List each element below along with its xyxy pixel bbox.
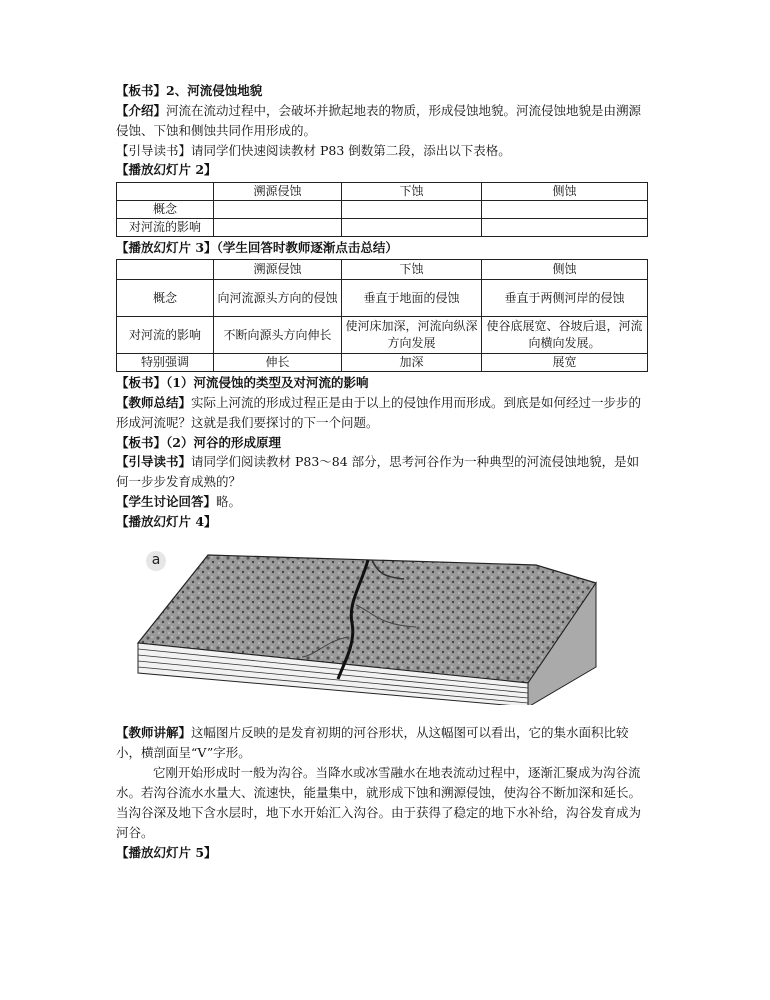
reading-guide-2 [116, 452, 646, 492]
document-body [116, 81, 646, 863]
table-cell: 溯源侵蚀 [214, 182, 342, 200]
paragraph-text: 河流在流动过程中，会破坏并掀起地表的物质，形成侵蚀地貌。河流侵蚀地貌是由溯源侵蚀、下蚀和侧蚀共同作用形成的。 [116, 102, 642, 138]
table-cell: 侧蚀 [482, 260, 648, 280]
tag: 【板书】 [116, 83, 167, 98]
paragraph-text: 这幅图片反映的是发育初期的河谷形状，从这幅图可以看出，它的集水面积比较小，横剖面呈“V”字形。 [116, 725, 629, 760]
table-row [117, 218, 648, 236]
intro-paragraph [116, 101, 646, 141]
valley-formation-paragraph [116, 763, 646, 843]
board-heading-2 [116, 433, 646, 453]
table-row [117, 280, 648, 317]
table-cell: 对河流的影响 [117, 218, 214, 236]
table-cell: 下蚀 [342, 182, 482, 200]
table-cell: 垂直于地面的侵蚀 [342, 280, 482, 317]
table-cell: 垂直于两侧河岸的侵蚀 [482, 280, 648, 317]
tag: 【播放幻灯片 4】 [116, 513, 217, 529]
slide-2-heading [116, 160, 646, 180]
table-cell [214, 200, 342, 218]
figure-label: a [146, 551, 166, 571]
tag: 【引导读书】 [116, 454, 192, 469]
terrain-illustration [116, 545, 646, 705]
erosion-table-blank [116, 182, 648, 237]
table-header-row [117, 260, 648, 280]
valley-block-diagram [116, 545, 646, 705]
teacher-summary-paragraph [116, 393, 646, 433]
tag: 【教师总结】 [116, 394, 192, 410]
table-cell: 不断向源头方向伸长 [214, 317, 342, 354]
board-heading-1 [116, 373, 646, 393]
slide-4-heading [116, 512, 646, 532]
table-cell [342, 200, 482, 218]
heading-text: 【板书】（2）河谷的形成原理 [116, 434, 281, 450]
teacher-explanation-paragraph [116, 723, 646, 763]
table-cell: 使河床加深，河流向纵深方向发展 [342, 317, 482, 354]
board-heading-erosion [116, 81, 646, 101]
tag: 【介绍】 [116, 102, 167, 118]
table-cell: 溯源侵蚀 [214, 260, 342, 280]
table-header-row [117, 182, 648, 200]
table-cell: 展宽 [482, 354, 648, 372]
heading-text: 2、河流侵蚀地貌 [166, 83, 263, 98]
table-row [117, 200, 648, 218]
tag: 【学生讨论回答】 [116, 494, 217, 509]
tag: 【播放幻灯片 5】 [116, 845, 217, 860]
table-cell: 概念 [117, 280, 214, 317]
table-cell [342, 218, 482, 236]
paragraph-text: 【引导读书】请同学们快速阅读教材 P83 倒数第二段，添出以下表格。 [116, 142, 511, 158]
tag: 【播放幻灯片 3】 [116, 239, 217, 255]
table-cell [214, 218, 342, 236]
paragraph-text: 略。 [216, 494, 242, 509]
table-cell [482, 218, 648, 236]
table-cell: 特别强调 [117, 354, 214, 372]
table-cell: 侧蚀 [482, 182, 648, 200]
table-cell: 加深 [342, 354, 482, 372]
table-cell [117, 182, 214, 200]
slide-3-heading [116, 238, 646, 258]
table-cell [117, 260, 214, 280]
heading-text: （学生回答时教师逐渐点击总结） [216, 239, 398, 255]
paragraph-text: 它刚开始形成时一般为沟谷。当降水或冰雪融水在地表流动过程中，逐渐汇聚成为沟谷流水。若沟谷流水水量大、流速快，能量集中，就形成下蚀和溯源侵蚀，使沟谷不断加深和延长。当沟谷深及地下含水层时，地下水开始汇入沟谷。由于获得了稳定的地下水补给，沟谷发育成为河谷。 [116, 765, 642, 840]
tag: 【播放幻灯片 2】 [116, 162, 217, 177]
table-cell: 概念 [117, 200, 214, 218]
table-cell: 使谷底展宽、谷坡后退，河流向横向发展。 [482, 317, 648, 354]
slide-5-heading [116, 843, 646, 863]
tag: 【教师讲解】 [116, 725, 192, 740]
table-row [117, 317, 648, 354]
table-cell: 向河流源头方向的侵蚀 [214, 280, 342, 317]
paragraph-text: 请同学们阅读教材 P83～84 部分，思考河谷作为一种典型的河流侵蚀地貌，是如何一步步发育成熟的？ [116, 454, 640, 489]
table-cell: 对河流的影响 [117, 317, 214, 354]
erosion-table-filled [116, 259, 648, 372]
table-cell: 伸长 [214, 354, 342, 372]
paragraph-text: 实际上河流的形成过程正是由于以上的侵蚀作用而形成。到底是如何经过一步步的形成河流呢？这就是我们要探讨的下一个问题。 [116, 394, 642, 430]
table-cell [482, 200, 648, 218]
table-cell: 下蚀 [342, 260, 482, 280]
reading-guide-1 [116, 141, 646, 161]
table-row [117, 354, 648, 372]
heading-text: 【板书】（1）河流侵蚀的类型及对河流的影响 [116, 375, 369, 390]
student-discussion [116, 492, 646, 512]
